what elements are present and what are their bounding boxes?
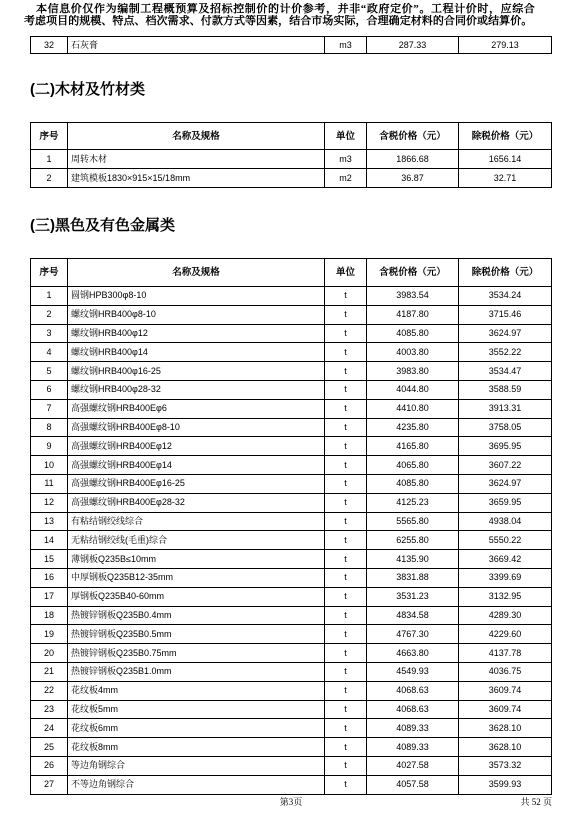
price-tax-included: 3983.54 [367,287,459,306]
item-unit: t [325,531,367,550]
item-name: 石灰膏 [68,37,325,54]
table-header-row [31,123,552,150]
price-tax-excluded: 279.13 [459,37,552,54]
price-tax-excluded: 3534.24 [459,287,552,306]
row-number: 20 [31,644,68,663]
price-tax-included: 4165.80 [367,437,459,456]
row-number: 4 [31,343,68,362]
table-row [31,37,552,54]
price-tax-included: 1866.68 [367,150,459,169]
price-tax-included: 4068.63 [367,681,459,700]
item-name: 薄钢板Q235B≤10mm [68,550,325,569]
carryover-price-table [30,36,552,54]
row-number: 24 [31,719,68,738]
item-name: 花纹板4mm [68,681,325,700]
price-tax-excluded: 4289.30 [459,606,552,625]
item-name: 有粘结钢绞线综合 [68,512,325,531]
row-number: 13 [31,512,68,531]
price-tax-included: 4065.80 [367,456,459,475]
item-name: 高强螺纹钢HRB400Eφ8-10 [68,418,325,437]
row-number: 6 [31,380,68,399]
price-tax-included: 4663.80 [367,644,459,663]
table-row [31,568,552,587]
row-number: 16 [31,568,68,587]
row-number: 2 [31,169,68,188]
item-unit: t [325,568,367,587]
item-name: 不等边角钢综合 [68,775,325,794]
section-heading-metals: (三)黑色及有色金属类 [30,217,175,234]
item-name: 热镀锌钢板Q235B0.75mm [68,644,325,663]
section-heading-timber: (二)木材及竹材类 [30,81,145,98]
item-unit: t [325,662,367,681]
price-tax-excluded: 3669.42 [459,550,552,569]
page-number: 第3页 [279,797,303,807]
column-header-price-tax-included: 含税价格（元） [367,123,459,150]
price-tax-included: 4125.23 [367,493,459,512]
price-tax-excluded: 4137.78 [459,644,552,663]
item-name: 高强螺纹钢HRB400Eφ6 [68,399,325,418]
price-tax-included: 4089.33 [367,719,459,738]
price-tax-excluded: 3534.47 [459,362,552,381]
table-row [31,719,552,738]
column-header-price-tax-included: 含税价格（元） [367,259,459,287]
item-name: 中厚钢板Q235B12-35mm [68,568,325,587]
item-unit: t [325,550,367,569]
table-row [31,756,552,775]
price-tax-included: 3831.88 [367,568,459,587]
item-unit: t [325,625,367,644]
row-number: 25 [31,738,68,757]
column-header-unit: 单位 [325,123,367,150]
notice-line-2: 考虑项目的规模、特点、档次需求、付款方式等因素，结合市场实际，合理确定材料的合同价或结算价。 [24,15,533,27]
item-unit: t [325,456,367,475]
item-name: 高强螺纹钢HRB400Eφ16-25 [68,474,325,493]
item-unit: m3 [325,150,367,169]
item-unit: t [325,437,367,456]
item-name: 无粘结钢绞线(毛重)综合 [68,531,325,550]
item-unit: t [325,512,367,531]
item-name: 热镀锌钢板Q235B0.4mm [68,606,325,625]
item-name: 螺纹钢HRB400φ12 [68,324,325,343]
item-name: 螺纹钢HRB400φ28-32 [68,380,325,399]
row-number: 1 [31,287,68,306]
item-unit: t [325,362,367,381]
price-tax-excluded: 3715.46 [459,305,552,324]
item-unit: t [325,700,367,719]
price-tax-included: 4089.33 [367,738,459,757]
item-unit: t [325,738,367,757]
row-number: 9 [31,437,68,456]
price-tax-included: 4003.80 [367,343,459,362]
item-unit: t [325,681,367,700]
item-name: 螺纹钢HRB400φ16-25 [68,362,325,381]
row-number: 12 [31,493,68,512]
table-row [31,662,552,681]
item-name: 花纹板6mm [68,719,325,738]
table-row [31,399,552,418]
price-tax-excluded: 3573.32 [459,756,552,775]
price-tax-excluded: 3599.93 [459,775,552,794]
table-row [31,700,552,719]
item-unit: t [325,644,367,663]
table-row [31,531,552,550]
row-number: 17 [31,587,68,606]
table-row [31,681,552,700]
item-unit: t [325,587,367,606]
row-number: 27 [31,775,68,794]
table-row [31,493,552,512]
item-unit: t [325,493,367,512]
table-row [31,324,552,343]
table-row [31,587,552,606]
item-name: 圆钢HPB300φ8-10 [68,287,325,306]
price-tax-included: 4027.58 [367,756,459,775]
table-row [31,150,552,169]
item-name: 建筑模板1830×915×15/18mm [68,169,325,188]
item-unit: t [325,305,367,324]
price-tax-included: 4767.30 [367,625,459,644]
table-header-row [31,259,552,287]
item-name: 周转木材 [68,150,325,169]
price-tax-excluded: 3758.05 [459,418,552,437]
price-tax-included: 4187.80 [367,305,459,324]
price-tax-included: 4135.90 [367,550,459,569]
price-tax-included: 4068.63 [367,700,459,719]
price-tax-included: 3983.80 [367,362,459,381]
price-tax-excluded: 3588.59 [459,380,552,399]
price-tax-included: 4549.93 [367,662,459,681]
row-number: 19 [31,625,68,644]
price-tax-included: 4044.80 [367,380,459,399]
price-tax-excluded: 3609.74 [459,700,552,719]
row-number: 8 [31,418,68,437]
price-tax-excluded: 3659.95 [459,493,552,512]
row-number: 2 [31,305,68,324]
item-name: 热镀锌钢板Q235B0.5mm [68,625,325,644]
table-row [31,456,552,475]
row-number: 18 [31,606,68,625]
item-unit: t [325,775,367,794]
item-unit: t [325,756,367,775]
price-tax-included: 4235.80 [367,418,459,437]
item-name: 高强螺纹钢HRB400Eφ14 [68,456,325,475]
row-number: 1 [31,150,68,169]
column-header-number: 序号 [31,259,68,287]
price-tax-included: 5565.80 [367,512,459,531]
item-name: 厚钢板Q235B40-60mm [68,587,325,606]
price-tax-excluded: 3607.22 [459,456,552,475]
price-tax-included: 6255.80 [367,531,459,550]
row-number: 26 [31,756,68,775]
price-tax-excluded: 1656.14 [459,150,552,169]
row-number: 23 [31,700,68,719]
row-number: 21 [31,662,68,681]
price-tax-excluded: 4938.04 [459,512,552,531]
item-unit: t [325,719,367,738]
item-unit: t [325,606,367,625]
item-unit: t [325,324,367,343]
table-row [31,305,552,324]
row-number: 32 [31,37,68,54]
row-number: 3 [31,324,68,343]
table-row [31,644,552,663]
item-name: 螺纹钢HRB400φ14 [68,343,325,362]
table-row [31,169,552,188]
price-tax-excluded: 3399.69 [459,568,552,587]
table-row [31,287,552,306]
price-tax-excluded: 3628.10 [459,719,552,738]
price-tax-excluded: 3913.31 [459,399,552,418]
price-tax-excluded: 32.71 [459,169,552,188]
table-row [31,550,552,569]
price-tax-included: 287.33 [367,37,459,54]
item-unit: m3 [325,37,367,54]
item-name: 高强螺纹钢HRB400Eφ12 [68,437,325,456]
metals-price-table [30,258,552,795]
table-row [31,606,552,625]
price-tax-included: 4410.80 [367,399,459,418]
item-name: 螺纹钢HRB400φ8-10 [68,305,325,324]
item-unit: t [325,418,367,437]
table-row [31,775,552,794]
table-row [31,437,552,456]
price-tax-included: 4057.58 [367,775,459,794]
column-header-number: 序号 [31,123,68,150]
price-tax-excluded: 3628.10 [459,738,552,757]
price-tax-excluded: 3695.95 [459,437,552,456]
price-tax-excluded: 3609.74 [459,681,552,700]
column-header-name: 名称及规格 [68,259,325,287]
price-tax-included: 4085.80 [367,324,459,343]
row-number: 10 [31,456,68,475]
item-name: 热镀锌钢板Q235B1.0mm [68,662,325,681]
price-tax-excluded: 5550.22 [459,531,552,550]
timber-price-table [30,122,552,188]
price-tax-included: 4085.80 [367,474,459,493]
column-header-price-tax-excluded: 除税价格（元） [459,123,552,150]
table-row [31,625,552,644]
price-tax-included: 3531.23 [367,587,459,606]
column-header-price-tax-excluded: 除税价格（元） [459,259,552,287]
item-unit: t [325,380,367,399]
table-row [31,380,552,399]
price-tax-included: 4834.58 [367,606,459,625]
total-pages: 共 52 页 [520,797,552,807]
table-row [31,512,552,531]
table-row [31,343,552,362]
item-name: 等边角钢综合 [68,756,325,775]
item-name: 高强螺纹钢HRB400Eφ28-32 [68,493,325,512]
item-name: 花纹板5mm [68,700,325,719]
row-number: 11 [31,474,68,493]
price-tax-excluded: 4036.75 [459,662,552,681]
price-tax-excluded: 3624.97 [459,474,552,493]
row-number: 22 [31,681,68,700]
table-row [31,362,552,381]
row-number: 14 [31,531,68,550]
table-row [31,738,552,757]
price-tax-excluded: 3552.22 [459,343,552,362]
price-tax-included: 36.87 [367,169,459,188]
item-unit: t [325,343,367,362]
price-tax-excluded: 3132.95 [459,587,552,606]
notice-line-1: 本信息价仅作为编制工程概预算及招标控制价的计价参考，并非“政府定价”。工程计价时，应综合 [36,3,536,15]
item-unit: t [325,399,367,418]
item-unit: m2 [325,169,367,188]
row-number: 15 [31,550,68,569]
table-row [31,418,552,437]
item-unit: t [325,287,367,306]
item-unit: t [325,474,367,493]
row-number: 7 [31,399,68,418]
row-number: 5 [31,362,68,381]
price-tax-excluded: 3624.97 [459,324,552,343]
column-header-name: 名称及规格 [68,123,325,150]
column-header-unit: 单位 [325,259,367,287]
table-row [31,474,552,493]
price-tax-excluded: 4229.60 [459,625,552,644]
item-name: 花纹板8mm [68,738,325,757]
